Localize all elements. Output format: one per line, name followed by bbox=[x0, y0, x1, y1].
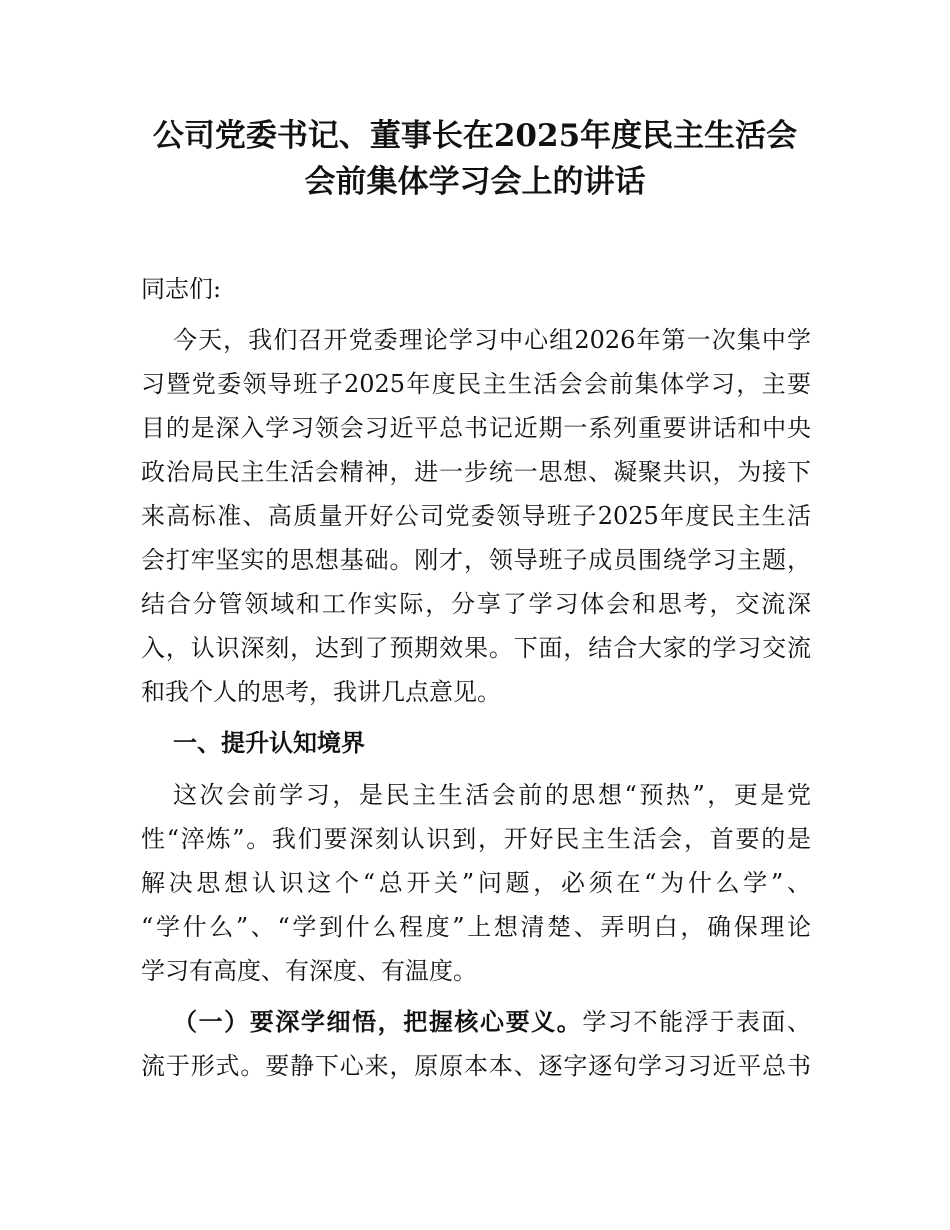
document-title-line-1: 公司党委书记、董事长在2025年度民主生活会 bbox=[152, 118, 798, 154]
paragraph-1-line: 习暨党委领导班子2025年度民主生活会会前集体学习，主要 bbox=[141, 370, 811, 398]
paragraph-1-line: 入，认识深刻，达到了预期效果。下面，结合大家的学习交流 bbox=[141, 634, 811, 662]
subsection-1-line-2: 流于形式。要静下心来，原原本本、逐字逐句学习习近平总书 bbox=[141, 1052, 811, 1080]
paragraph-1-line: 结合分管领域和工作实际，分享了学习体会和思考，交流深 bbox=[141, 590, 811, 618]
subsection-1-text: 学习不能浮于表面、 bbox=[582, 1008, 812, 1036]
section-1-heading: 一、提升认知境界 bbox=[173, 729, 365, 757]
paragraph-2-line: 解决思想认识这个“总开关”问题，必须在“为什么学”、 bbox=[141, 869, 811, 897]
paragraph-1-line: 和我个人的思考，我讲几点意见。 bbox=[141, 678, 501, 706]
paragraph-2-line: 性“淬炼”。我们要深刻认识到，开好民主生活会，首要的是 bbox=[141, 825, 811, 853]
paragraph-1-line: 目的是深入学习领会习近平总书记近期一系列重要讲话和中央 bbox=[141, 414, 811, 442]
paragraph-1-line: 来高标准、高质量开好公司党委领导班子2025年度民主生活 bbox=[141, 502, 811, 530]
paragraph-1-line: 今天，我们召开党委理论学习中心组2026年第一次集中学 bbox=[173, 326, 811, 354]
paragraph-2-line: 学习有高度、有深度、有温度。 bbox=[141, 957, 477, 985]
subsection-1-heading: （一）要深学细悟，把握核心要义。 bbox=[173, 1007, 583, 1036]
salutation: 同志们: bbox=[141, 275, 222, 303]
paragraph-1-line: 政治局民主生活会精神，进一步统一思想、凝聚共识，为接下 bbox=[141, 458, 811, 486]
paragraph-2-line: “学什么”、“学到什么程度”上想清楚、弄明白，确保理论 bbox=[141, 913, 811, 941]
subsection-1-line-1 bbox=[173, 1007, 811, 1037]
paragraph-1-line: 会打牢坚实的思想基础。刚才，领导班子成员围绕学习主题， bbox=[141, 546, 811, 574]
paragraph-2-line: 这次会前学习，是民主生活会前的思想“预热”，更是党 bbox=[173, 781, 811, 809]
document-title-line-2: 会前集体学习会上的讲话 bbox=[304, 164, 646, 200]
